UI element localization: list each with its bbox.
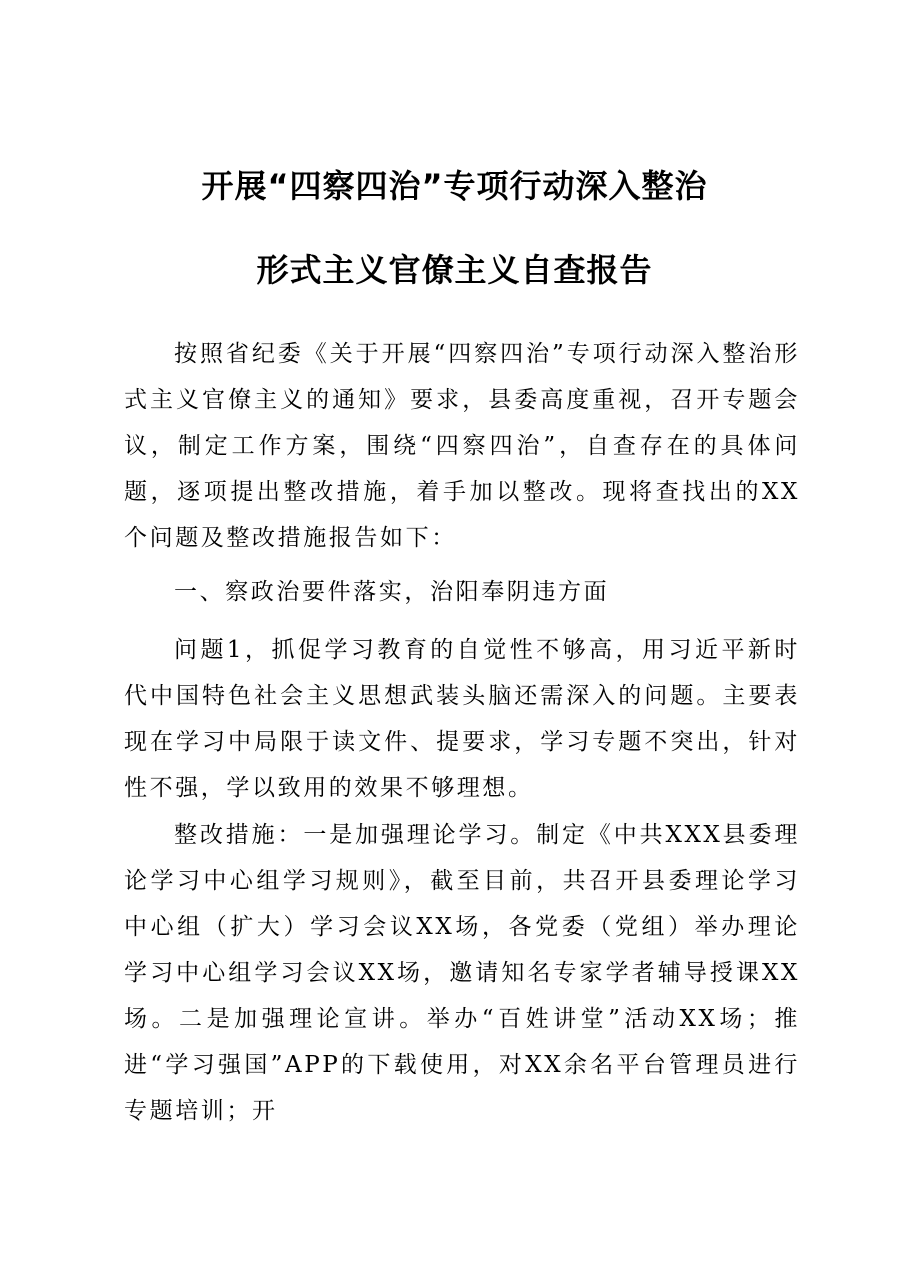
section-heading: 一、察政治要件落实，治阳奉阴违方面 bbox=[174, 579, 610, 605]
document-title-line-2: 形式主义官僚主义自查报告 bbox=[256, 251, 653, 289]
document-title-line-1: 开展“四察四治”专项行动深入整治 bbox=[201, 167, 708, 205]
measures-paragraph: 整改措施：一是加强理论学习。制定《中共XXX县委理论学习中心组学习规则》，截至目前，共召开县委理论学习中心组（扩大）学习会议XX场，各党委（党组）举办理论学习中心组学习会议XX场，邀请知名专家学者辅导授课XX场。二是加强理论宣讲。举办“百姓讲堂”活动XX场；推进“学习强国”APP的下载使用，对XX余名平台管理员进行专题培训；开 bbox=[124, 822, 800, 1124]
problem-paragraph: 问题1，抓促学习教育的自觉性不够高，用习近平新时代中国特色社会主义思想武装头脑还需深入的问题。主要表现在学习中局限于读文件、提要求，学习专题不突出，针对性不强，学以致用的效果不够理想。 bbox=[124, 637, 800, 801]
intro-paragraph: 按照省纪委《关于开展“四察四治”专项行动深入整治形式主义官僚主义的通知》要求，县委高度重视，召开专题会议，制定工作方案，围绕“四察四治”，自查存在的具体问题，逐项提出整改措施，着手加以整改。现将查找出的XX个问题及整改措施报告如下： bbox=[124, 341, 800, 551]
